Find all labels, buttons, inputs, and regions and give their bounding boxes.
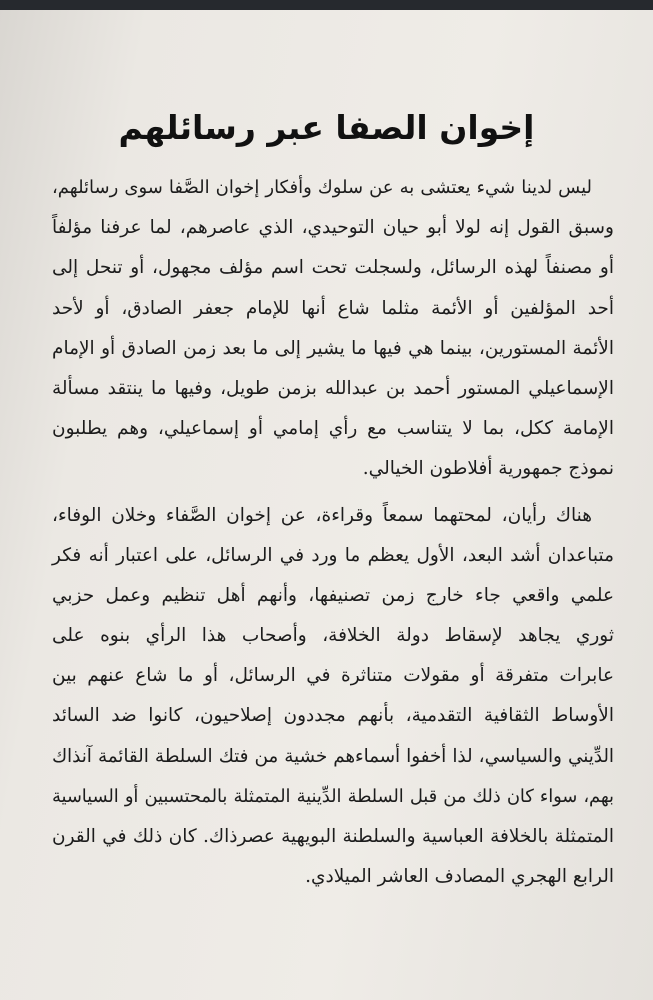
paragraph-1: [52, 168, 614, 490]
text-line: نموذج جمهورية أفلاطون الخيالي.: [362, 458, 614, 480]
text-line: أو مصنفاً لهذه الرسائل، ولسجلت تحت اسم مؤلف مجهول، أو تنحل إلى: [52, 257, 614, 279]
chapter-title: إخوان الصفا عبر رسائلهم: [118, 108, 535, 147]
text-line: وسبق القول إنه لولا أبو حيان التوحيدي، الذي عاصرهم، لما عرفنا مؤلفاً: [52, 217, 614, 239]
text-line: الإمامة ككل، بما لا يتناسب مع رأي إمامي أو إسماعيلي، وهم يطلبون: [52, 418, 614, 440]
text-line: المتمثلة بالخلافة العباسية والسلطنة البويهية عصرذاك. كان ذلك في القرن: [52, 826, 614, 847]
text-line: ليس لدينا شيء يعتشى به عن سلوك وأفكار إخوان الصَّفا سوى رسائلهم،: [52, 177, 592, 198]
text-line: هناك رأيان، لمحتهما سمعاً وقراءة، عن إخوان الصَّفاء وخلان الوفاء،: [52, 504, 592, 526]
text-line: الدِّيني والسياسي، لذا أخفوا أسماءهم خشية من فتك السلطة القائمة آنذاك: [52, 745, 614, 767]
text-line: الإسماعيلي المستور أحمد بن عبدالله بزمن طويل، وفيها ما ينتقد مسألة: [52, 377, 614, 399]
text-line: الأوساط الثقافية التقدمية، بأنهم مجددون إصلاحيون، كانوا ضد السائد: [52, 705, 614, 727]
text-line: عابرات متفرقة أو مقولات متناثرة في الرسائل، أو ما شاع عنهم بين: [52, 665, 614, 687]
body-text: [52, 168, 614, 897]
text-line: أحد المؤلفين أو الأئمة مثلما شاع أنها للإمام جعفر الصادق، أو لأحد: [52, 297, 614, 319]
text-line: الأئمة المستورين، بينما هي فيها ما يشير إلى ما بعد زمن الصادق أو الإمام: [52, 337, 614, 359]
text-line: ثوري يجاهد لإسقاط دولة الخلافة، وأصحاب هذا الرأي بنوه على: [52, 625, 614, 647]
text-line: الرابع الهجري المصادف العاشر الميلادي.: [305, 866, 614, 888]
top-edge-shadow: [0, 0, 653, 10]
paragraph-2: [52, 496, 614, 898]
text-line: علمي واقعي جاء خارج زمن تصنيفها، وأنهم أهل تنظيم وعمل حزبي: [52, 584, 614, 606]
text-line: متباعدان أشد البعد، الأول يعظم ما ورد في الرسائل، على اعتبار أنه فكر: [52, 544, 614, 566]
text-line: بهم، سواء كان ذلك من قبل السلطة الدِّينية المتمثلة بالمحتسبين أو السياسية: [52, 786, 614, 807]
